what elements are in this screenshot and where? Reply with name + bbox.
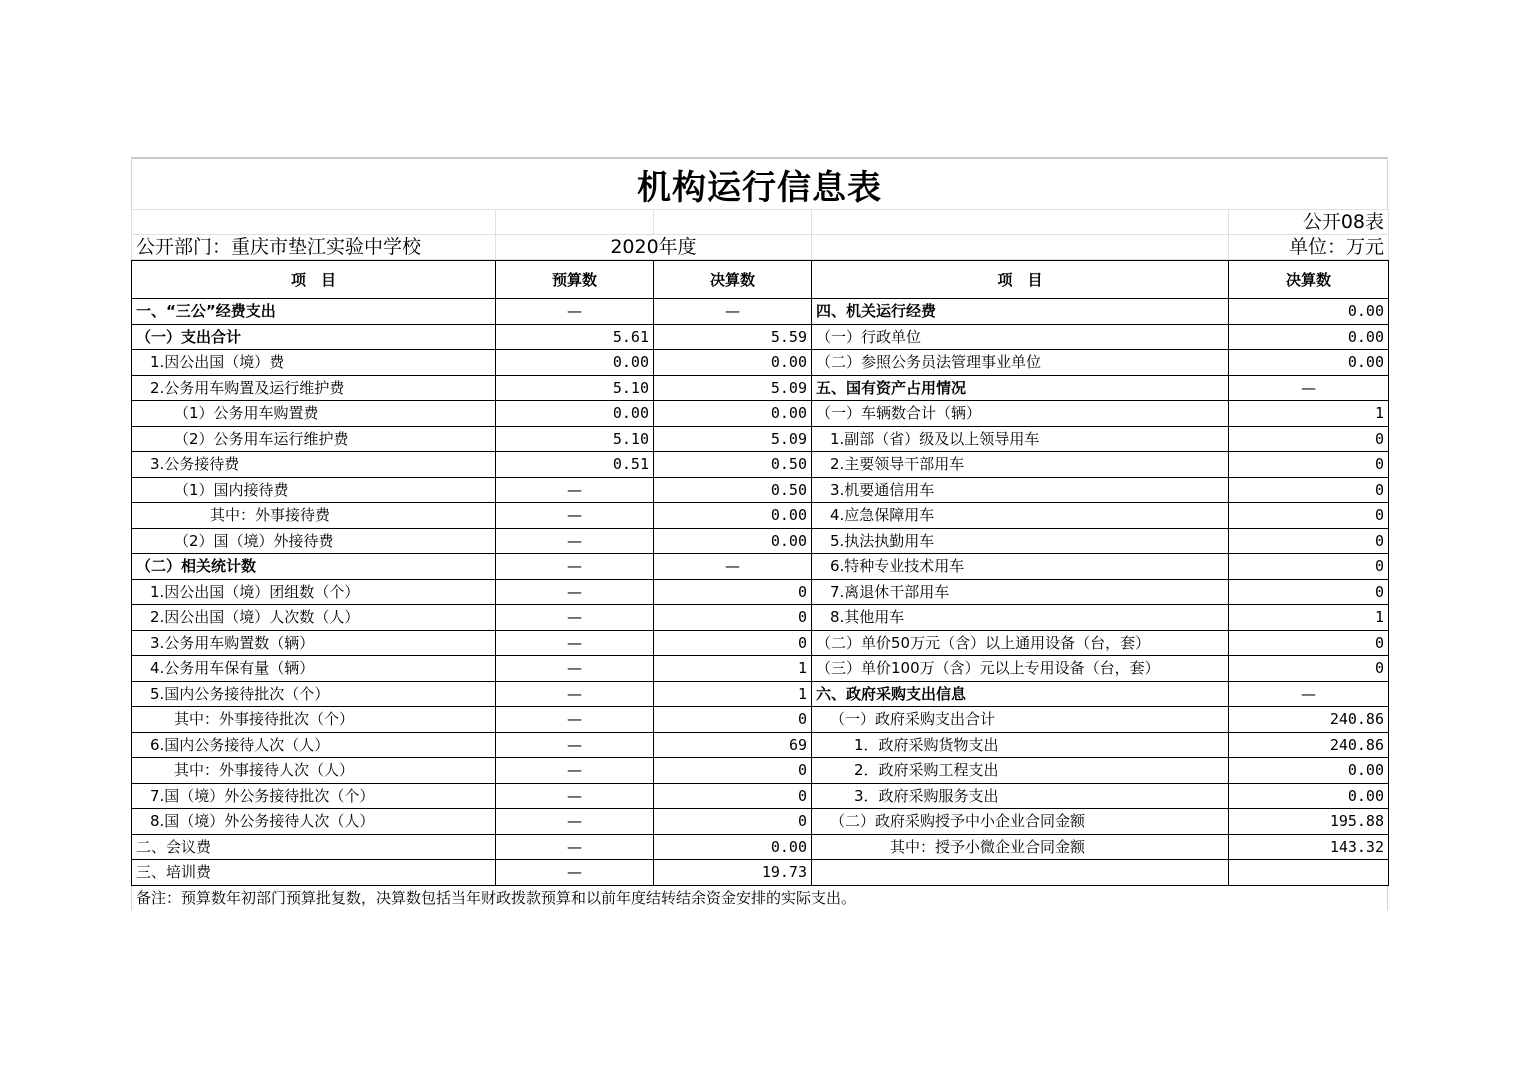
- table-row: [132, 324, 1389, 350]
- table-row: [132, 477, 1389, 503]
- row-final-value: 1: [654, 681, 812, 707]
- column-header-row: [132, 261, 1389, 299]
- row-item-label: 3.公务用车购置数（辆）: [132, 630, 496, 656]
- row-budget-value: —: [496, 477, 654, 503]
- row-item-label: （2）国（境）外接待费: [132, 528, 496, 554]
- row-final-value: 0.00: [654, 834, 812, 860]
- row-item-label-right: 五、国有资产占用情况: [812, 375, 1229, 401]
- row-final-value: 0.00: [654, 503, 812, 529]
- row-item-label: 8.国（境）外公务接待人次（人）: [132, 809, 496, 835]
- row-final-value-right: 0.00: [1229, 299, 1389, 325]
- row-final-value-right: 0: [1229, 630, 1389, 656]
- row-item-label-right: 1．政府采购货物支出: [812, 732, 1229, 758]
- report-sheet: [131, 157, 1388, 910]
- row-budget-value: —: [496, 707, 654, 733]
- row-final-value-right: [1229, 860, 1389, 886]
- row-final-value-right: 0: [1229, 656, 1389, 682]
- row-item-label: 6.国内公务接待人次（人）: [132, 732, 496, 758]
- row-item-label: 3.公务接待费: [132, 452, 496, 478]
- table-row: [132, 809, 1389, 835]
- row-budget-value: —: [496, 783, 654, 809]
- row-budget-value: —: [496, 860, 654, 886]
- row-item-label-right: 4.应急保障用车: [812, 503, 1229, 529]
- row-item-label-right: （一）行政单位: [812, 324, 1229, 350]
- table-row: [132, 503, 1389, 529]
- row-budget-value: 5.61: [496, 324, 654, 350]
- row-item-label: 三、培训费: [132, 860, 496, 886]
- row-final-value: 1: [654, 656, 812, 682]
- row-final-value-right: 0.00: [1229, 758, 1389, 784]
- row-item-label: （2）公务用车运行维护费: [132, 426, 496, 452]
- row-item-label-right: （一）政府采购支出合计: [812, 707, 1229, 733]
- table-row: [132, 783, 1389, 809]
- row-final-value: —: [654, 554, 812, 580]
- row-item-label: 二、会议费: [132, 834, 496, 860]
- row-final-value-right: 0: [1229, 554, 1389, 580]
- row-budget-value: 5.10: [496, 426, 654, 452]
- table-row: [132, 630, 1389, 656]
- row-budget-value: —: [496, 528, 654, 554]
- row-budget-value: —: [496, 554, 654, 580]
- row-budget-value: —: [496, 299, 654, 325]
- row-budget-value: 0.00: [496, 401, 654, 427]
- row-item-label: 1.因公出国（境）团组数（个）: [132, 579, 496, 605]
- row-item-label: 5.国内公务接待批次（个）: [132, 681, 496, 707]
- row-item-label: 1.因公出国（境）费: [132, 350, 496, 376]
- row-final-value: 5.59: [654, 324, 812, 350]
- row-budget-value: —: [496, 579, 654, 605]
- table-row: [132, 656, 1389, 682]
- row-item-label: 7.国（境）外公务接待批次（个）: [132, 783, 496, 809]
- table-row: [132, 554, 1389, 580]
- row-final-value: 0.00: [654, 350, 812, 376]
- row-final-value: 0.00: [654, 401, 812, 427]
- row-item-label-right: （一）车辆数合计（辆）: [812, 401, 1229, 427]
- row-final-value: 0: [654, 783, 812, 809]
- row-final-value-right: 1: [1229, 401, 1389, 427]
- row-item-label-right: 5.执法执勤用车: [812, 528, 1229, 554]
- row-item-label: 其中：外事接待人次（人）: [132, 758, 496, 784]
- row-final-value-right: 0: [1229, 452, 1389, 478]
- fiscal-year: 2020年度: [496, 235, 812, 260]
- table-row: [132, 605, 1389, 631]
- row-final-value: 69: [654, 732, 812, 758]
- row-final-value: 5.09: [654, 375, 812, 401]
- row-item-label-right: 四、机关运行经费: [812, 299, 1229, 325]
- department-label: 公开部门：重庆市垫江实验中学校: [132, 235, 496, 260]
- row-final-value-right: 0: [1229, 528, 1389, 554]
- row-final-value: 0: [654, 630, 812, 656]
- row-item-label: 其中：外事接待费: [132, 503, 496, 529]
- table-row: [132, 426, 1389, 452]
- row-item-label-right: 2．政府采购工程支出: [812, 758, 1229, 784]
- footnote: 备注：预算数年初部门预算批复数，决算数包括当年财政拨款预算和以前年度结转结余资金安排的实际支出。: [131, 886, 1388, 910]
- row-item-label-right: 7.离退休干部用车: [812, 579, 1229, 605]
- table-row: [132, 375, 1389, 401]
- row-final-value: 0: [654, 707, 812, 733]
- row-final-value-right: 1: [1229, 605, 1389, 631]
- row-item-label-right: 六、政府采购支出信息: [812, 681, 1229, 707]
- row-budget-value: —: [496, 809, 654, 835]
- row-final-value-right: —: [1229, 375, 1389, 401]
- report-meta: [131, 209, 1389, 260]
- col-header-final-right: 决算数: [1229, 261, 1389, 299]
- row-budget-value: —: [496, 605, 654, 631]
- row-item-label: 2.公务用车购置及运行维护费: [132, 375, 496, 401]
- row-item-label-right: 6.特种专业技术用车: [812, 554, 1229, 580]
- row-final-value-right: 0.00: [1229, 324, 1389, 350]
- col-header-budget: 预算数: [496, 261, 654, 299]
- row-budget-value: —: [496, 681, 654, 707]
- row-item-label-right: （三）单价100万（含）元以上专用设备（台，套）: [812, 656, 1229, 682]
- table-row: [132, 732, 1389, 758]
- table-row: [132, 834, 1389, 860]
- row-final-value-right: 143.32: [1229, 834, 1389, 860]
- table-row: [132, 528, 1389, 554]
- row-final-value: 0: [654, 758, 812, 784]
- row-final-value-right: 0: [1229, 503, 1389, 529]
- row-final-value: —: [654, 299, 812, 325]
- table-number: 公开08表: [1229, 210, 1389, 235]
- row-final-value: 0: [654, 579, 812, 605]
- col-header-final: 决算数: [654, 261, 812, 299]
- row-budget-value: —: [496, 834, 654, 860]
- row-budget-value: —: [496, 656, 654, 682]
- data-table: [131, 260, 1389, 886]
- row-final-value: 0.00: [654, 528, 812, 554]
- row-final-value: 0: [654, 809, 812, 835]
- row-item-label-right: 3.机要通信用车: [812, 477, 1229, 503]
- row-final-value-right: 0: [1229, 477, 1389, 503]
- row-budget-value: —: [496, 503, 654, 529]
- table-row: [132, 707, 1389, 733]
- row-budget-value: 5.10: [496, 375, 654, 401]
- row-item-label-right: 8.其他用车: [812, 605, 1229, 631]
- table-row: [132, 681, 1389, 707]
- row-final-value: 0.50: [654, 452, 812, 478]
- row-item-label: （1）公务用车购置费: [132, 401, 496, 427]
- row-item-label-right: （二）单价50万元（含）以上通用设备（台，套）: [812, 630, 1229, 656]
- row-final-value-right: 0.00: [1229, 783, 1389, 809]
- row-item-label: 其中：外事接待批次（个）: [132, 707, 496, 733]
- row-final-value-right: 0: [1229, 579, 1389, 605]
- row-item-label-right: 1.副部（省）级及以上领导用车: [812, 426, 1229, 452]
- row-budget-value: 0.51: [496, 452, 654, 478]
- row-final-value: 5.09: [654, 426, 812, 452]
- col-header-item-right: 项 目: [812, 261, 1229, 299]
- row-item-label-right: 其中：授予小微企业合同金额: [812, 834, 1229, 860]
- row-item-label: 一、“三公”经费支出: [132, 299, 496, 325]
- table-row: [132, 299, 1389, 325]
- table-row: [132, 350, 1389, 376]
- unit-label: 单位：万元: [1229, 235, 1389, 260]
- table-row: [132, 579, 1389, 605]
- row-budget-value: —: [496, 732, 654, 758]
- row-budget-value: 0.00: [496, 350, 654, 376]
- row-final-value-right: 0: [1229, 426, 1389, 452]
- row-item-label-right: 3．政府采购服务支出: [812, 783, 1229, 809]
- report-title: 机构运行信息表: [131, 157, 1388, 209]
- row-final-value: 0.50: [654, 477, 812, 503]
- row-final-value: 19.73: [654, 860, 812, 886]
- row-final-value-right: 195.88: [1229, 809, 1389, 835]
- col-header-item: 项 目: [132, 261, 496, 299]
- row-final-value-right: 0.00: [1229, 350, 1389, 376]
- table-row: [132, 452, 1389, 478]
- row-budget-value: —: [496, 630, 654, 656]
- row-final-value-right: 240.86: [1229, 707, 1389, 733]
- row-item-label: （一）支出合计: [132, 324, 496, 350]
- row-final-value-right: 240.86: [1229, 732, 1389, 758]
- table-row: [132, 860, 1389, 886]
- row-item-label-right: 2.主要领导干部用车: [812, 452, 1229, 478]
- row-item-label-right: （二）参照公务员法管理事业单位: [812, 350, 1229, 376]
- row-item-label-right: [812, 860, 1229, 886]
- row-item-label: 4.公务用车保有量（辆）: [132, 656, 496, 682]
- row-item-label-right: （二）政府采购授予中小企业合同金额: [812, 809, 1229, 835]
- row-item-label: （1）国内接待费: [132, 477, 496, 503]
- row-item-label: （二）相关统计数: [132, 554, 496, 580]
- row-final-value: 0: [654, 605, 812, 631]
- row-final-value-right: —: [1229, 681, 1389, 707]
- row-budget-value: —: [496, 758, 654, 784]
- table-row: [132, 758, 1389, 784]
- row-item-label: 2.因公出国（境）人次数（人）: [132, 605, 496, 631]
- table-row: [132, 401, 1389, 427]
